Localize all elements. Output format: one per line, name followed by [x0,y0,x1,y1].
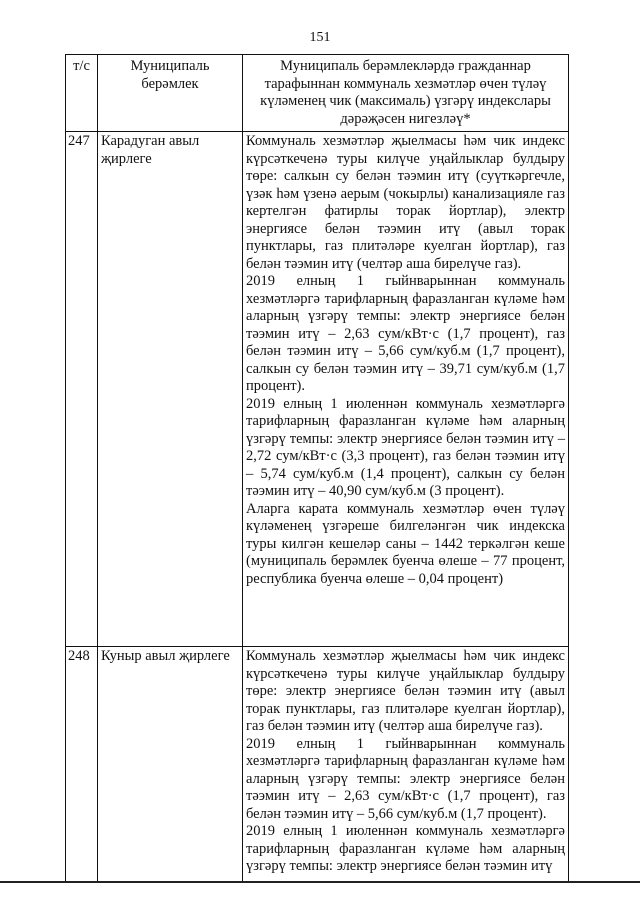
header-number: т/с [66,55,98,132]
table-row [66,647,569,882]
description-paragraph: 2019 елның 1 гыйнварыннан коммуналь хезмәтләргә тарифларның фаразланган күләме һәм аларның үзгәрү темпы: электр энергиясе белән тәэмин итү – 2,63 сум/кВт·с (1,7 процент), газ белән тәэмин итү – 5,66 сум/куб.м (1,7 процент). [246,735,565,822]
row-description [243,647,569,882]
description-paragraph: Коммуналь хезмәтләр җыелмасы һәм чик индекс күрсәткеченә туры килүче уңайлыклар булдыру төре: электр энергиясе белән тәэмин итү (авыл торак пунктлары, газ плитәләре куелган йортлар), газ белән тәэмин итү (челтәр аша бирелүче газ). [246,648,565,734]
row-municipality: Куныр авыл җирлеге [98,647,243,882]
table-row [66,132,569,647]
description-paragraph: 2019 елның 1 июленнән коммуналь хезмәтләргә тарифларның фаразланган күләме һәм аларның үзгәрү темпы: электр энергиясе белән тәэмин итү – 2,72 сум/кВт·с (3,3 процент), газ белән тәэмин итү – 5,74 сум/куб.м (1,4 процент), салкын су белән тәэмин итү – 40,90 сум/куб.м (3 процент). [246,395,565,499]
header-municipality: Муниципаль берәмлек [98,55,243,132]
row-number: 248 [66,647,98,882]
municipal-index-table [65,54,569,882]
description-paragraph: 2019 елның 1 гыйнварыннан коммуналь хезмәтләргә тарифларның фаразланган күләме һәм аларның үзгәрү темпы: электр энергиясе белән тәэмин итү – 2,63 сум/кВт·с (1,7 процент), газ белән тәэмин итү – 5,66 сум/куб.м (1,7 процент), салкын су белән тәэмин итү – 39,71 сум/куб.м (1,7 процент). [246,273,565,394]
description-paragraph: Коммуналь хезмәтләр җыелмасы һәм чик индекс күрсәткеченә туры килүче уңайлыклар булдыру төре: салкын су белән тәэмин итү (суүткәргечле, үзәк һәм үзенә аерым (чокырлы) канализацияле газ кертелгән фатирлы торак йортлар), электр энергиясе белән тәэмин итү (авыл торак пунктлары, газ плитәләре куелган йортлар), газ белән тәэмин итү (челтәр аша бирелүче газ). [246,133,565,272]
row-number: 247 [66,132,98,647]
page-number: 151 [309,30,331,45]
description-paragraph: 2019 елның 1 июленнән коммуналь хезмәтләргә тарифларның фаразланган күләме һәм аларның үзгәрү темпы: электр энергиясе белән тәэмин итү [246,823,565,874]
table-header-row [66,55,569,132]
row-municipality: Карадуган авыл җирлеге [98,132,243,647]
header-indices: Муниципаль берәмлекләрдә гражданнар тарафыннан коммуналь хезмәтләр өчен түләү күләменең чик (максималь) үзгәрү индекслары дәрәҗәсен нигезләү* [243,55,569,132]
description-paragraph: Аларга карата коммуналь хезмәтләр өчен түләү күләменең үзгәреше билгеләнгән чик индекска туры килгән кешеләр саны – 1442 теркәлгән кеше (муниципаль берәмлек буенча өлеше – 77 процент, республика буенча өлеше – 0,04 процент) [246,500,565,587]
row-description [243,132,569,647]
page-bottom-rule [0,881,640,883]
